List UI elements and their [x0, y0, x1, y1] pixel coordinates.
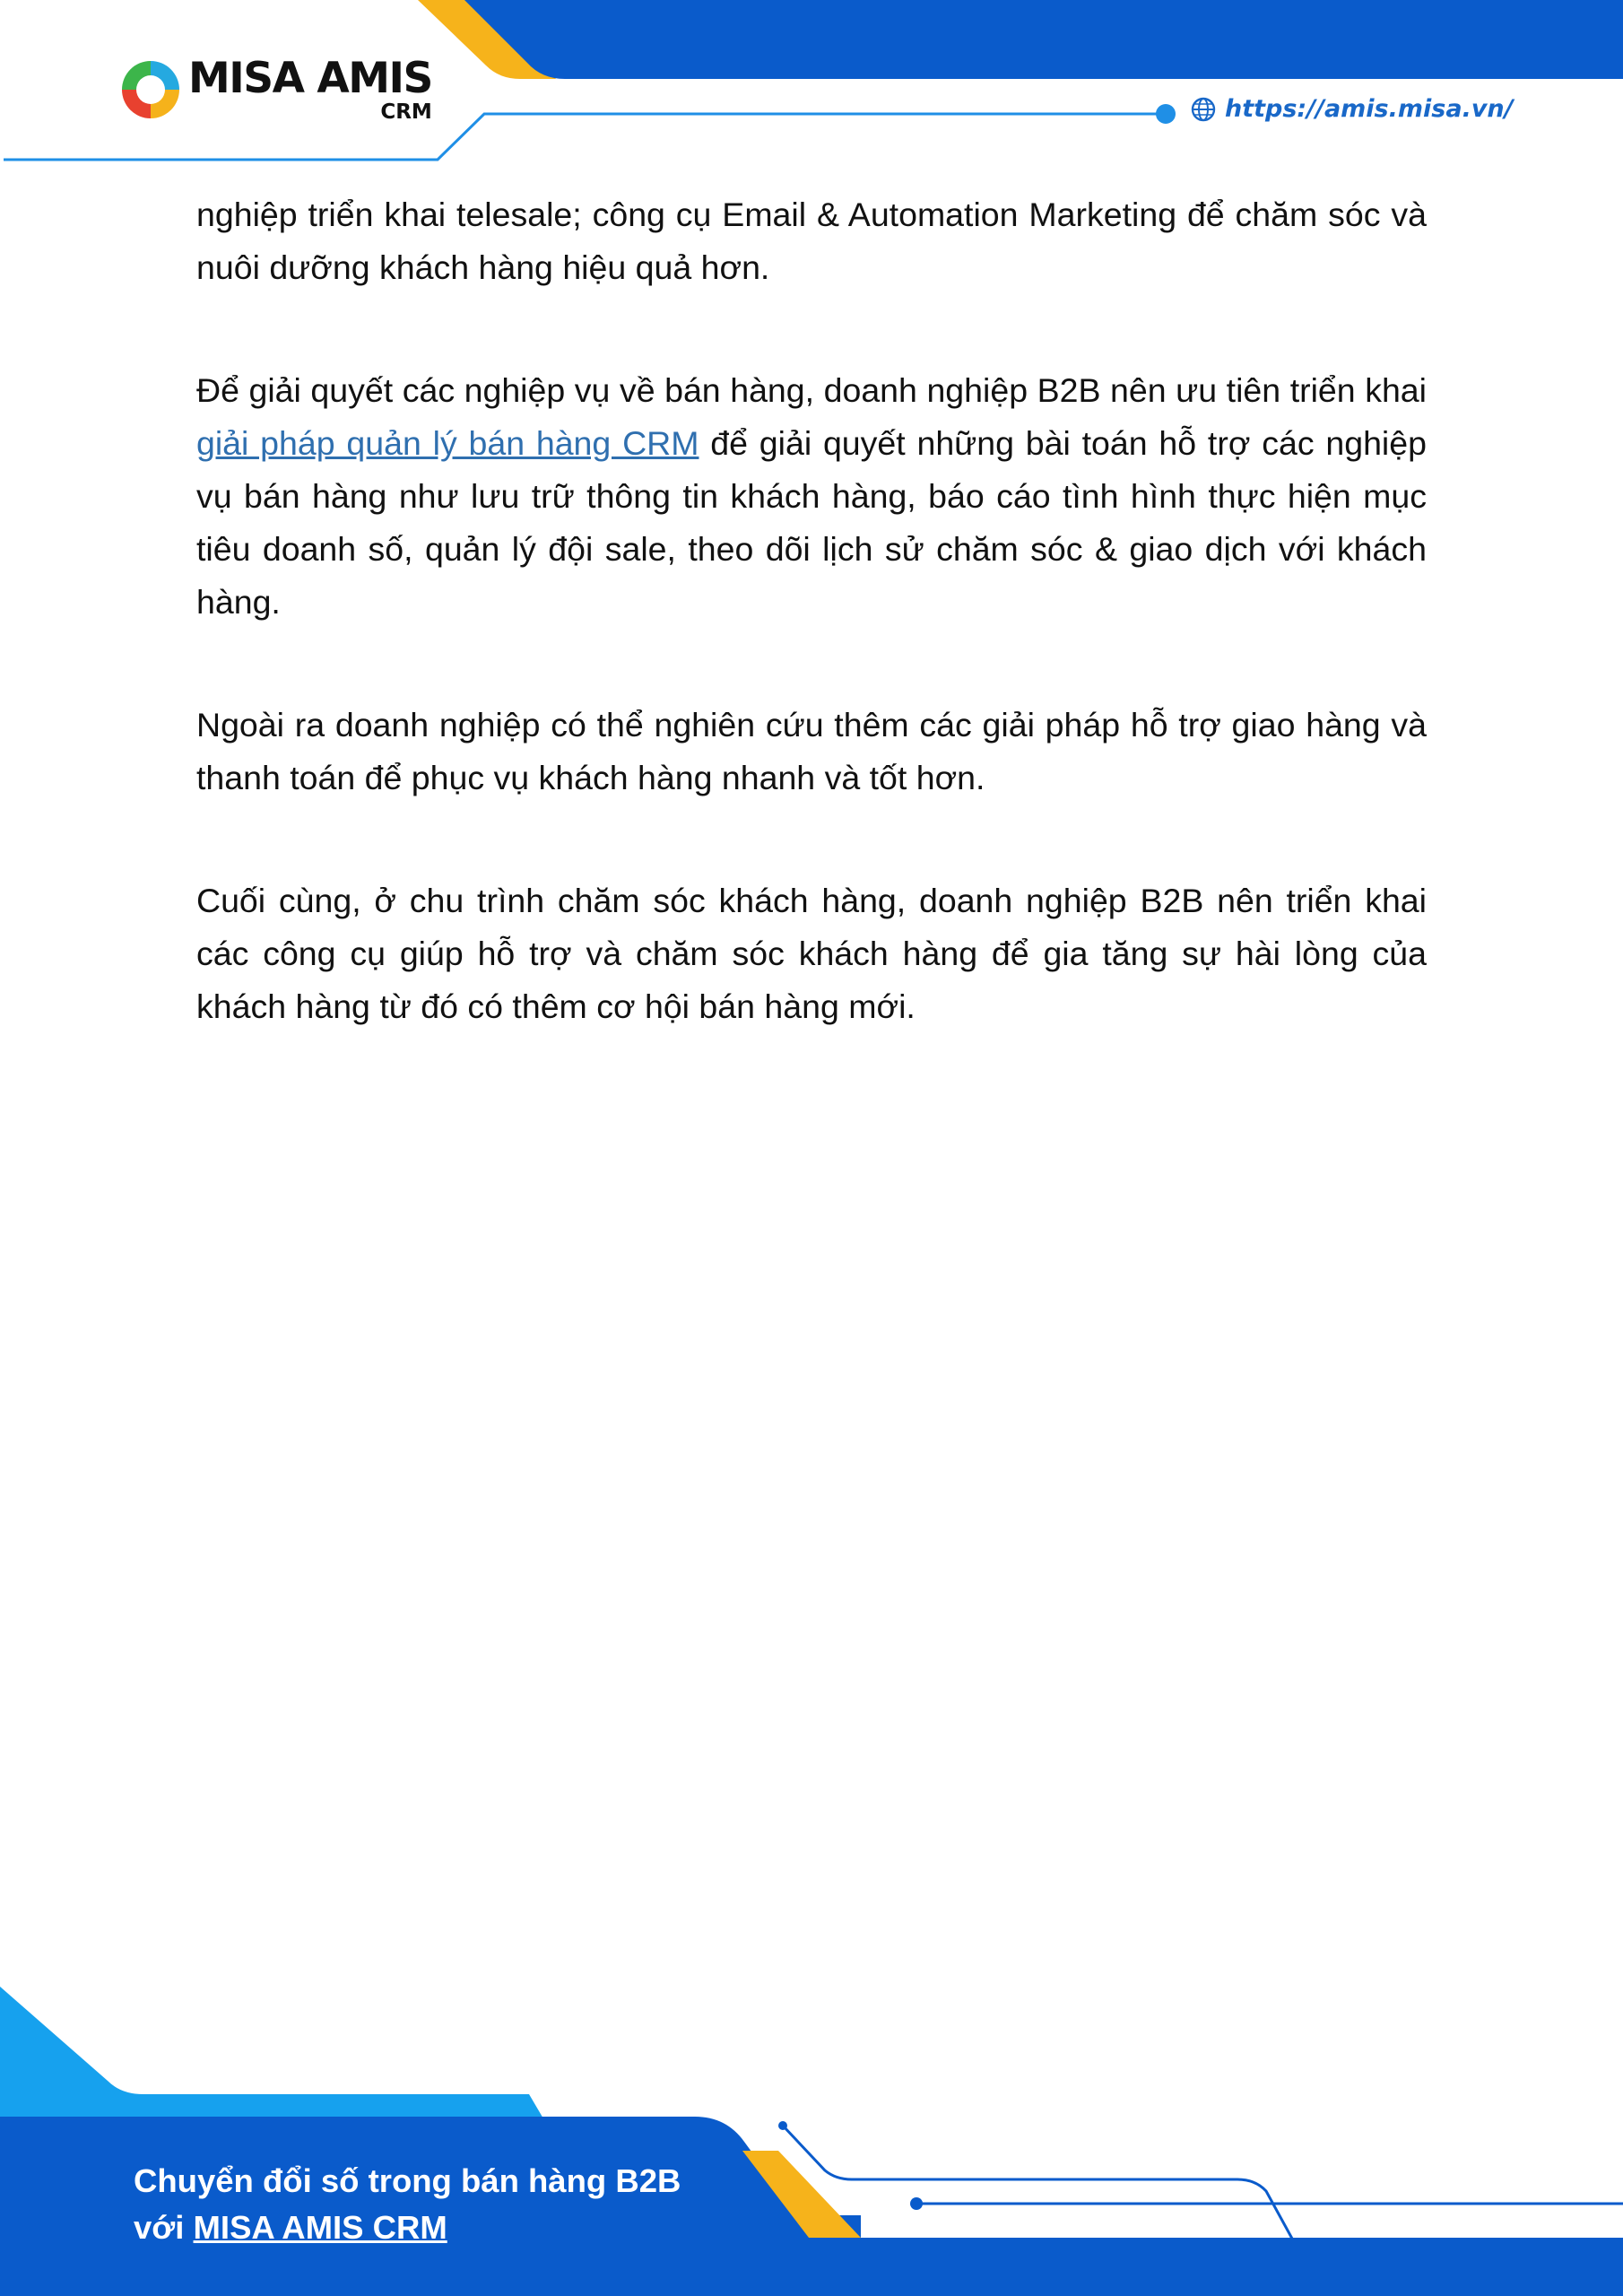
paragraph-1: nghiệp triển khai telesale; công cụ Email & Automation Marketing để chăm sóc và nuôi dưỡng khách hàng hiệu quả hơn.	[196, 196, 1427, 286]
crm-solution-link[interactable]: giải pháp quản lý bán hàng CRM	[196, 424, 699, 462]
paragraph-2-end: để giải quyết những bài toán hỗ trợ các nghiệp vụ bán hàng như lưu trữ thông tin khách hàng, báo cáo tình hình thực hiện mục tiêu doanh số, quản lý đội sale, theo dõi lịch sử chăm sóc & giao dịch với khách hàng.	[196, 424, 1427, 621]
website-url[interactable]	[1191, 95, 1514, 123]
footer-line-2-prefix: với	[134, 2209, 194, 2246]
url-text: https://amis.misa.vn/	[1225, 95, 1514, 123]
footer-line-1: Chuyển đổi số trong bán hàng B2B	[134, 2162, 681, 2199]
paragraph-2-start: Để giải quyết các nghiệp vụ về bán hàng, doanh nghiệp B2B nên ưu tiên triển khai	[196, 371, 1427, 409]
paragraph-2	[196, 364, 1427, 629]
logo-mark-icon	[118, 57, 183, 122]
article-body	[196, 188, 1427, 1103]
logo-name: MISA AMIS	[188, 54, 432, 103]
paragraph-3: Ngoài ra doanh nghiệp có thể nghiên cứu thêm các giải pháp hỗ trợ giao hàng và thanh toán để phục vụ khách hàng nhanh và tốt hơn.	[196, 706, 1427, 796]
footer-brand-link[interactable]: MISA AMIS CRM	[193, 2209, 447, 2246]
logo-sub: CRM	[380, 100, 432, 124]
footer-line-2	[134, 2205, 681, 2251]
misa-amis-logo[interactable]	[118, 56, 432, 124]
globe-icon	[1191, 97, 1216, 122]
footer-tagline	[134, 2158, 681, 2251]
paragraph-4: Cuối cùng, ở chu trình chăm sóc khách hàng, doanh nghiệp B2B nên triển khai các công cụ giúp hỗ trợ và chăm sóc khách hàng để gia tăng sự hài lòng của khách hàng từ đó có thêm cơ hội bán hàng mới.	[196, 882, 1427, 1025]
